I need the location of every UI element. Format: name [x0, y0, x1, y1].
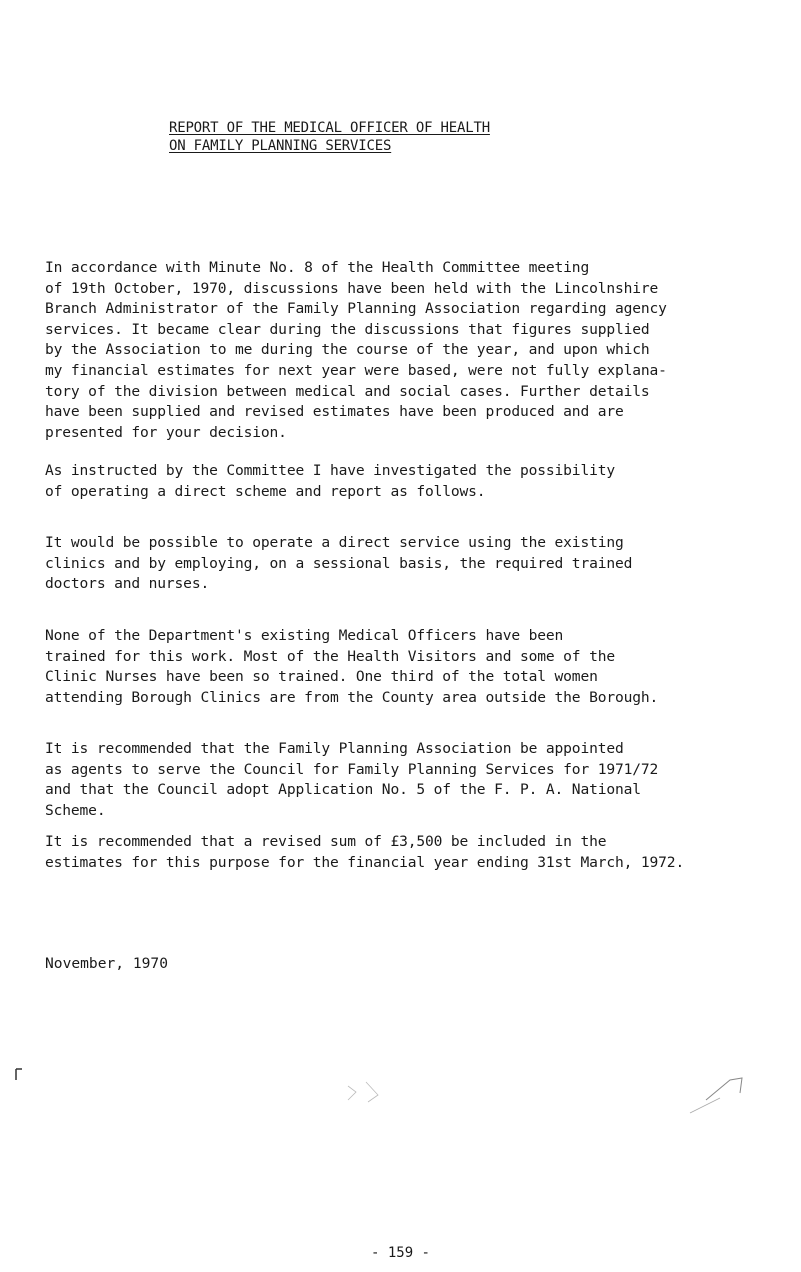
paragraph-recommendation-estimates: [45, 832, 765, 873]
text-line: clinics and by employing, on a sessional basis, the required trained: [45, 554, 633, 572]
text-line: Clinic Nurses have been so trained. One third of the total women: [45, 668, 598, 686]
report-title: [169, 119, 569, 155]
paragraph-direct-service: [45, 533, 765, 595]
text-line: as agents to serve the Council for Family Planning Services for 1971/72: [45, 760, 659, 778]
text-line: by the Association to me during the course of the year, and upon which: [45, 341, 650, 359]
report-title-line-1: REPORT OF THE MEDICAL OFFICER OF HEALTH: [169, 120, 490, 136]
text-line: None of the Department's existing Medical Officers have been: [45, 627, 564, 644]
faint-mark: [348, 1082, 378, 1102]
pencil-mark: [706, 1078, 742, 1100]
text-line: Scheme.: [45, 801, 106, 819]
text-line: As instructed by the Committee I have investigated the possibility: [45, 462, 615, 479]
report-title-line-2: ON FAMILY PLANNING SERVICES: [169, 138, 392, 154]
paragraph-instructed: [45, 461, 765, 502]
text-line: my financial estimates for next year were based, were not fully explana-: [45, 361, 667, 379]
text-line: attending Borough Clinics are from the County area outside the Borough.: [45, 688, 659, 706]
paragraph-recommendation-agents: [45, 739, 765, 821]
text-line: It would be possible to operate a direct service using the existing: [45, 534, 624, 551]
document-date: November, 1970: [45, 955, 169, 972]
text-line: tory of the division between medical and social cases. Further details: [45, 382, 650, 400]
text-line: Branch Administrator of the Family Planning Association regarding agency: [45, 300, 667, 318]
paragraph-discussions: [45, 258, 765, 443]
corner-mark: [16, 1069, 22, 1080]
text-line: have been supplied and revised estimates have been produced and are: [45, 403, 624, 421]
pencil-mark: [690, 1098, 720, 1113]
page-number: - 159 -: [370, 1245, 430, 1261]
text-line: trained for this work. Most of the Health Visitors and some of the: [45, 647, 615, 665]
text-line: estimates for this purpose for the financial year ending 31st March, 1972.: [45, 853, 685, 871]
text-line: of 19th October, 1970, discussions have been held with the Lincolnshire: [45, 279, 659, 297]
text-line: services. It became clear during the discussions that figures supplied: [45, 320, 650, 338]
text-line: In accordance with Minute No. 8 of the Health Committee meeting: [45, 259, 590, 276]
text-line: and that the Council adopt Application No. 5 of the F. P. A. National: [45, 781, 641, 799]
text-line: It is recommended that a revised sum of £3,500 be included in the: [45, 833, 607, 850]
text-line: It is recommended that the Family Planning Association be appointed: [45, 740, 624, 757]
text-line: presented for your decision.: [45, 423, 287, 441]
paragraph-staff-training: [45, 626, 765, 708]
text-line: of operating a direct scheme and report as follows.: [45, 482, 486, 500]
text-line: doctors and nurses.: [45, 575, 210, 593]
